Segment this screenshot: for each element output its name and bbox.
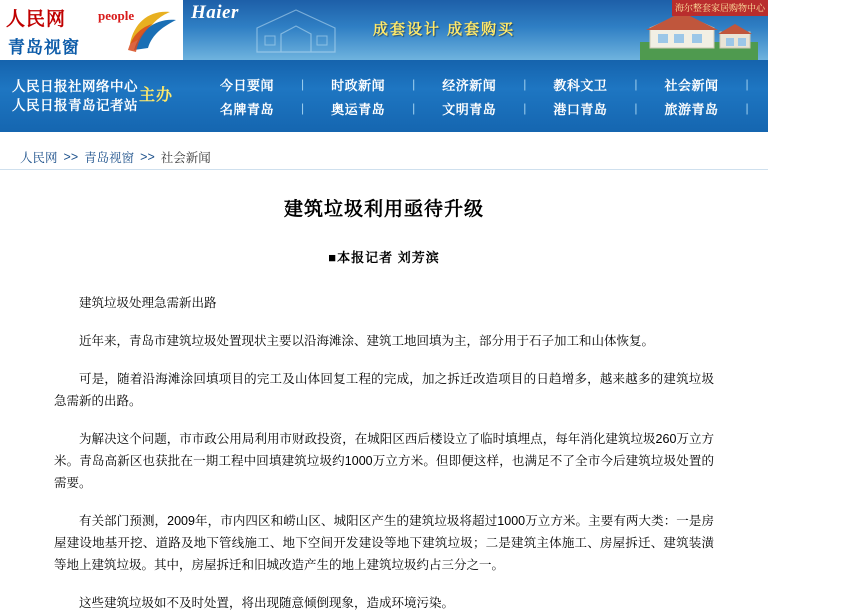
nav-sponsor-line2: 人民日报青岛记者站 xyxy=(12,98,138,113)
nav-divider-icon: | xyxy=(634,101,638,115)
nav-cell xyxy=(304,99,412,118)
nav-cell xyxy=(193,99,301,118)
nav-divider-icon: | xyxy=(412,101,416,115)
nav-item-technology[interactable]: 科技创新 xyxy=(775,77,830,93)
nav-divider-icon: | xyxy=(745,101,749,115)
nav-cell xyxy=(526,99,634,118)
article-paragraph: 为解决这个问题，市市政公用局利用市财政投资，在城阳区西后楼设立了临时填埋点，每年消化建筑垃圾260万立方米。青岛高新区也获批在一期工程中回填建筑垃圾约1000万立方米。但即便这样，也满足不了全市今后建筑垃圾处置的需要。 xyxy=(54,432,714,490)
ribbon-swoosh-icon xyxy=(126,6,178,54)
breadcrumb-item-qingdao[interactable]: 青岛视窗 xyxy=(84,150,135,165)
nav-item-ocean[interactable]: 海洋青岛 xyxy=(775,101,830,117)
breadcrumb xyxy=(0,144,768,170)
nav-sponsor-label: 主办 xyxy=(138,87,173,104)
article-paragraph: 可是，随着沿海滩涂回填项目的完工及山体回复工程的完成，加之拆迁改造项目的日趋增多，越来越多的建筑垃圾急需新的出路。 xyxy=(54,372,714,408)
banner-corner-tag: 海尔整套家居购物中心 xyxy=(672,0,768,16)
article-paragraph: 近年来，青岛市建筑垃圾处置现状主要以沿海滩涂、建筑工地回填为主，部分用于石子加工和山体恢复。 xyxy=(79,334,655,348)
article-body xyxy=(44,292,724,614)
nav-cell xyxy=(638,99,746,118)
haier-brand-label: Haier xyxy=(191,2,239,23)
breadcrumb-item-people[interactable]: 人民网 xyxy=(20,150,58,165)
nav-cell xyxy=(749,99,857,118)
nav-item-education-culture[interactable]: 教科文卫 xyxy=(553,77,608,93)
nav-divider-icon: | xyxy=(301,101,305,115)
nav-item-civilization[interactable]: 文明青岛 xyxy=(442,101,497,117)
page-title: 建筑垃圾利用亟待升级 xyxy=(283,199,484,220)
nav-sponsor-lines xyxy=(12,77,138,115)
nav-cell xyxy=(526,75,634,94)
article-byline: ■本报记者 刘芳滨 xyxy=(328,250,440,265)
house-outline-icon xyxy=(251,6,341,54)
nav-divider-icon: | xyxy=(301,77,305,91)
nav-menu-row-2 xyxy=(193,96,857,120)
article-paragraph: 这些建筑垃圾如不及时处置，将出现随意倾倒现象，造成环境污染。 xyxy=(79,596,455,610)
nav-divider-icon: | xyxy=(412,77,416,91)
site-header xyxy=(0,0,768,60)
nav-item-economy[interactable]: 经济新闻 xyxy=(442,77,497,93)
article-paragraph: 有关部门预测，2009年，市内四区和崂山区、城阳区产生的建筑垃圾将超过1000万立方米。主要有两大类：一是房屋建设地基开挖、道路及地下管线施工、地下空间开发建设等地下建筑垃圾；二是建筑主体施工、房屋拆迁、建筑装潢等地上建筑垃圾。其中，房屋拆迁和旧城改造产生的地上建筑垃圾约占三分之一。 xyxy=(54,514,714,572)
breadcrumb-current: 社会新闻 xyxy=(160,150,211,165)
nav-item-olympics[interactable]: 奥运青岛 xyxy=(331,101,386,117)
house-photo-icon xyxy=(640,12,758,60)
nav-item-today-news[interactable]: 今日要闻 xyxy=(219,77,274,93)
article xyxy=(0,194,768,614)
nav-menu-row-1 xyxy=(193,72,857,96)
nav-divider-icon: | xyxy=(523,101,527,115)
nav-item-society[interactable]: 社会新闻 xyxy=(664,77,719,93)
logo-people-en: people xyxy=(98,8,135,23)
haier-slogan: 成套设计 成套购买 xyxy=(373,21,516,38)
nav-sponsor-line1: 人民日报社网络中心 xyxy=(12,79,138,94)
article-paragraph: 建筑垃圾处理急需新出路 xyxy=(79,296,217,310)
main-navigation xyxy=(0,60,830,132)
logo-people-cn: 人民网 xyxy=(6,9,67,30)
nav-cell xyxy=(415,75,523,94)
nav-item-tourism[interactable]: 旅游青岛 xyxy=(664,101,719,117)
nav-menu xyxy=(183,60,863,132)
nav-divider-icon: | xyxy=(523,77,527,91)
nav-item-port[interactable]: 港口青岛 xyxy=(553,101,608,117)
nav-cell xyxy=(638,75,746,94)
logo-qingdao-window: 青岛视窗 xyxy=(8,38,80,57)
site-logo[interactable] xyxy=(0,0,183,60)
breadcrumb-separator-icon: >> xyxy=(140,149,155,164)
nav-cell xyxy=(193,75,301,94)
nav-cell xyxy=(749,75,857,94)
breadcrumb-separator-icon: >> xyxy=(63,149,79,164)
nav-cell xyxy=(415,99,523,118)
nav-sponsor-block xyxy=(0,60,183,132)
nav-item-brands[interactable]: 名牌青岛 xyxy=(219,101,274,117)
nav-cell xyxy=(304,75,412,94)
haier-ad-banner[interactable] xyxy=(183,0,768,60)
nav-divider-icon: | xyxy=(634,77,638,91)
nav-item-politics[interactable]: 时政新闻 xyxy=(331,77,386,93)
nav-divider-icon: | xyxy=(745,77,749,91)
